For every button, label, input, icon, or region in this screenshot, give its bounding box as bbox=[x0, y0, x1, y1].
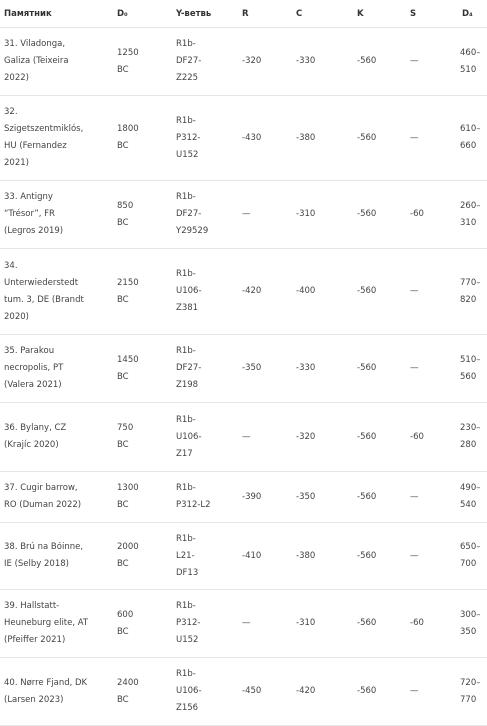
cell-d0 bbox=[113, 249, 172, 335]
cell-site-line: 2022) bbox=[4, 73, 29, 83]
cell-d4 bbox=[458, 658, 487, 726]
cell-d0-line: 2150 bbox=[117, 277, 139, 288]
cell-d4 bbox=[458, 472, 487, 523]
cell-d4 bbox=[458, 335, 487, 403]
cell-site bbox=[0, 658, 113, 726]
cell-s: -60 bbox=[406, 403, 458, 472]
cell-d0 bbox=[113, 28, 172, 96]
cell-site-line: HU (Fernandez bbox=[4, 141, 67, 151]
cell-d0 bbox=[113, 335, 172, 403]
header-r: R bbox=[238, 0, 292, 28]
table-row bbox=[0, 335, 487, 403]
cell-d0 bbox=[113, 523, 172, 590]
cell-site-line: tum. 3, DE (Brandt bbox=[4, 294, 84, 305]
cell-y-branch-line: R1b- bbox=[176, 115, 196, 126]
header-d0: D₀ bbox=[113, 0, 172, 28]
cell-d4-line: 540 bbox=[460, 500, 477, 510]
cell-y-branch bbox=[172, 658, 238, 726]
cell-y-branch-line: DF27- bbox=[176, 209, 202, 219]
cell-c: -330 bbox=[292, 28, 353, 96]
cell-d0-line: 2000 bbox=[117, 542, 139, 552]
cell-d0 bbox=[113, 590, 172, 658]
cell-y-branch-line: R1b- bbox=[176, 269, 196, 279]
cell-d4 bbox=[458, 523, 487, 590]
table-header-row bbox=[0, 0, 487, 28]
cell-y-branch-line: DF13 bbox=[176, 567, 199, 578]
cell-c: -380 bbox=[292, 523, 353, 590]
cell-site-line: (Pfeiffer 2021) bbox=[4, 635, 66, 645]
cell-d0 bbox=[113, 472, 172, 523]
cell-k: -560 bbox=[353, 28, 406, 96]
header-site: Памятник bbox=[0, 0, 113, 28]
cell-y-branch-line: U152 bbox=[176, 635, 199, 645]
cell-k: -560 bbox=[353, 472, 406, 523]
cell-s: -60 bbox=[406, 181, 458, 249]
cell-y-branch-line: R1b- bbox=[176, 483, 196, 493]
cell-d4 bbox=[458, 403, 487, 472]
cell-y-branch bbox=[172, 523, 238, 590]
cell-d4-line: 770 bbox=[460, 694, 477, 705]
cell-y-branch-line: R1b- bbox=[176, 192, 196, 202]
cell-r: -410 bbox=[238, 523, 292, 590]
cell-d0-line: 1800 bbox=[117, 124, 139, 134]
cell-d4-line: 230– bbox=[460, 423, 481, 433]
cell-y-branch-line: R1b- bbox=[176, 669, 196, 679]
cell-d0-line: 600 bbox=[117, 609, 134, 620]
cell-r: — bbox=[238, 590, 292, 658]
table-row bbox=[0, 96, 487, 181]
table-row bbox=[0, 472, 487, 523]
cell-site-line: Szigetszentmiklós, bbox=[4, 124, 84, 134]
cell-y-branch-line: P312- bbox=[176, 618, 201, 628]
cell-y-branch bbox=[172, 403, 238, 472]
cell-d4-line: 260– bbox=[460, 200, 481, 211]
cell-d0-line: 750 bbox=[117, 423, 134, 433]
cell-y-branch bbox=[172, 28, 238, 96]
cell-y-branch-line: U106- bbox=[176, 286, 202, 296]
cell-y-branch-line: Z156 bbox=[176, 703, 199, 713]
cell-s: — bbox=[406, 96, 458, 181]
cell-r: -350 bbox=[238, 335, 292, 403]
cell-d4-line: 310 bbox=[460, 217, 477, 228]
cell-site-line: 31. Viladonga, bbox=[4, 39, 66, 49]
cell-y-branch-line: U152 bbox=[176, 149, 199, 160]
cell-y-branch-line: Y29529 bbox=[176, 226, 209, 236]
cell-k: -560 bbox=[353, 523, 406, 590]
cell-y-branch-line: R1b- bbox=[176, 601, 196, 611]
cell-y-branch-line: R1b- bbox=[176, 39, 196, 49]
cell-c: -310 bbox=[292, 181, 353, 249]
cell-site-line: 36. Bylany, CZ bbox=[4, 423, 67, 433]
table-body bbox=[0, 28, 487, 726]
cell-d4-line: 300– bbox=[460, 609, 481, 620]
table-row bbox=[0, 590, 487, 658]
cell-d4-line: 490– bbox=[460, 483, 481, 493]
cell-c: -330 bbox=[292, 335, 353, 403]
header-s: S bbox=[406, 0, 458, 28]
header-y-branch: Y-ветвь bbox=[172, 0, 238, 28]
cell-d4 bbox=[458, 96, 487, 181]
cell-y-branch bbox=[172, 335, 238, 403]
cell-k: -560 bbox=[353, 96, 406, 181]
cell-d4-line: 350 bbox=[460, 626, 477, 637]
cell-site-line: 37. Cugir barrow, bbox=[4, 483, 78, 493]
cell-y-branch-line: P312-L2 bbox=[176, 500, 211, 510]
cell-d4-line: 770– bbox=[460, 277, 481, 288]
cell-r: — bbox=[238, 181, 292, 249]
cell-d0-line: BC bbox=[117, 559, 129, 569]
cell-y-branch-line: Z381 bbox=[176, 303, 199, 313]
cell-site-line: 2020) bbox=[4, 311, 29, 322]
cell-site-line: RO (Duman 2022) bbox=[4, 500, 82, 510]
cell-site-line: 34. bbox=[4, 260, 18, 271]
cell-d4-line: 650– bbox=[460, 542, 481, 552]
cell-y-branch-line: R1b- bbox=[176, 533, 196, 544]
cell-site-line: 33. Antigny bbox=[4, 192, 53, 202]
cell-y-branch-line: DF27- bbox=[176, 56, 202, 66]
cell-s: — bbox=[406, 249, 458, 335]
cell-site bbox=[0, 523, 113, 590]
cell-c: -350 bbox=[292, 472, 353, 523]
cell-d4 bbox=[458, 249, 487, 335]
cell-site-line: 38. Brú na Bóinne, bbox=[4, 542, 84, 552]
cell-site bbox=[0, 181, 113, 249]
cell-d0-line: 1450 bbox=[117, 354, 139, 365]
cell-site-line: IE (Selby 2018) bbox=[4, 559, 69, 569]
cell-d4-line: 660 bbox=[460, 141, 477, 151]
cell-d0-line: BC bbox=[117, 500, 129, 510]
cell-y-branch bbox=[172, 96, 238, 181]
cell-site-line: (Legros 2019) bbox=[4, 226, 64, 236]
table-row bbox=[0, 658, 487, 726]
cell-site bbox=[0, 403, 113, 472]
cell-site bbox=[0, 96, 113, 181]
cell-d0-line: BC bbox=[117, 141, 129, 151]
cell-d4-line: 510– bbox=[460, 354, 481, 365]
cell-site-line: necropolis, PT bbox=[4, 363, 64, 373]
cell-d0-line: 850 bbox=[117, 200, 134, 211]
cell-c: -320 bbox=[292, 403, 353, 472]
cell-site bbox=[0, 472, 113, 523]
cell-d0-line: 1300 bbox=[117, 483, 139, 493]
cell-c: -380 bbox=[292, 96, 353, 181]
cell-site-line: Heuneburg elite, AT bbox=[4, 618, 89, 628]
cell-k: -560 bbox=[353, 181, 406, 249]
cell-k: -560 bbox=[353, 335, 406, 403]
cell-site-line: 2021) bbox=[4, 158, 29, 168]
cell-y-branch-line: U106- bbox=[176, 686, 202, 696]
cell-site bbox=[0, 28, 113, 96]
cell-s: — bbox=[406, 523, 458, 590]
cell-k: -560 bbox=[353, 590, 406, 658]
cell-d4-line: 280 bbox=[460, 440, 477, 450]
table-row bbox=[0, 249, 487, 335]
cell-d0-line: BC bbox=[117, 294, 129, 305]
cell-y-branch-line: P312- bbox=[176, 132, 201, 143]
cell-site bbox=[0, 335, 113, 403]
cell-r: -390 bbox=[238, 472, 292, 523]
cell-d4 bbox=[458, 28, 487, 96]
cell-y-branch-line: U106- bbox=[176, 431, 202, 442]
header-k: K bbox=[353, 0, 406, 28]
cell-y-branch-line: L21- bbox=[176, 550, 195, 561]
cell-s: — bbox=[406, 472, 458, 523]
cell-d0-line: BC bbox=[117, 371, 129, 382]
cell-d0 bbox=[113, 403, 172, 472]
cell-d4-line: 610– bbox=[460, 124, 481, 134]
cell-d0 bbox=[113, 96, 172, 181]
cell-y-branch-line: Z17 bbox=[176, 448, 193, 459]
cell-d4-line: 460– bbox=[460, 47, 481, 58]
cell-d0-line: 1250 bbox=[117, 47, 139, 58]
cell-r: -430 bbox=[238, 96, 292, 181]
cell-r: -450 bbox=[238, 658, 292, 726]
cell-d0-line: BC bbox=[117, 626, 129, 637]
cell-d4 bbox=[458, 181, 487, 249]
cell-d0-line: BC bbox=[117, 440, 129, 450]
cell-d4-line: 510 bbox=[460, 64, 477, 75]
cell-site-line: Galiza (Teixeira bbox=[4, 56, 69, 66]
cell-d0-line: BC bbox=[117, 694, 129, 705]
cell-c: -400 bbox=[292, 249, 353, 335]
cell-s: — bbox=[406, 658, 458, 726]
cell-r: — bbox=[238, 403, 292, 472]
cell-site bbox=[0, 590, 113, 658]
cell-site-line: (Krajíc 2020) bbox=[4, 440, 59, 450]
table-row bbox=[0, 403, 487, 472]
cell-c: -420 bbox=[292, 658, 353, 726]
cell-k: -560 bbox=[353, 658, 406, 726]
cell-s: — bbox=[406, 28, 458, 96]
cell-y-branch bbox=[172, 472, 238, 523]
cell-r: -420 bbox=[238, 249, 292, 335]
header-c: C bbox=[292, 0, 353, 28]
cell-site-line: 40. Nørre Fjand, DK bbox=[4, 677, 88, 688]
cell-site bbox=[0, 249, 113, 335]
cell-d4-line: 560 bbox=[460, 371, 477, 382]
cell-site-line: 39. Hallstatt- bbox=[4, 601, 60, 611]
cell-site-line: 32. bbox=[4, 107, 18, 117]
cell-y-branch-line: R1b- bbox=[176, 346, 196, 356]
cell-y-branch-line: DF27- bbox=[176, 363, 202, 373]
cell-d0 bbox=[113, 181, 172, 249]
cell-y-branch bbox=[172, 249, 238, 335]
cell-y-branch-line: Z225 bbox=[176, 73, 199, 83]
table-row bbox=[0, 28, 487, 96]
cell-c: -310 bbox=[292, 590, 353, 658]
cell-d4-line: 820 bbox=[460, 294, 477, 305]
cell-site-line: (Larsen 2023) bbox=[4, 694, 64, 705]
cell-y-branch-line: Z198 bbox=[176, 380, 199, 390]
table-row bbox=[0, 181, 487, 249]
cell-k: -560 bbox=[353, 249, 406, 335]
cell-d0-line: 2400 bbox=[117, 677, 139, 688]
cell-d0 bbox=[113, 658, 172, 726]
cell-y-branch-line: R1b- bbox=[176, 414, 196, 425]
cell-r: -320 bbox=[238, 28, 292, 96]
cell-site-line: 35. Parakou bbox=[4, 346, 55, 356]
cell-d4 bbox=[458, 590, 487, 658]
cell-y-branch bbox=[172, 590, 238, 658]
cell-site-line: (Valera 2021) bbox=[4, 380, 62, 390]
cell-y-branch bbox=[172, 181, 238, 249]
cell-d4-line: 700 bbox=[460, 559, 477, 569]
header-d4: D₄ bbox=[458, 0, 487, 28]
cell-k: -560 bbox=[353, 403, 406, 472]
cell-d0-line: BC bbox=[117, 64, 129, 75]
cell-d0-line: BC bbox=[117, 217, 129, 228]
table-row bbox=[0, 523, 487, 590]
cell-s: — bbox=[406, 335, 458, 403]
cell-d4-line: 720– bbox=[460, 677, 481, 688]
cell-site-line: “Trésor”, FR bbox=[4, 209, 55, 219]
cell-s: -60 bbox=[406, 590, 458, 658]
cell-site-line: Unterwiederstedt bbox=[4, 277, 79, 288]
